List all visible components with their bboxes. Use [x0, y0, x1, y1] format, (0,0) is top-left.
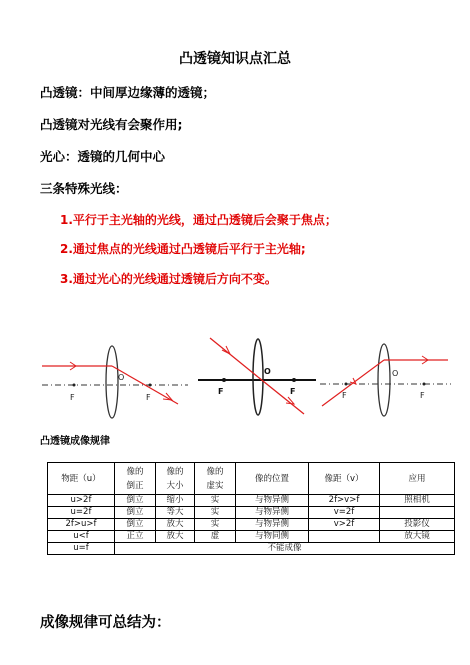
header-cell: 像的 大小 [156, 463, 195, 495]
table-cell: 放大 [156, 519, 195, 531]
table-row [48, 519, 455, 531]
focus-label-left: F [70, 393, 75, 402]
header-cell: 像距（v） [309, 463, 380, 495]
table-cell: u=2f [48, 507, 115, 519]
table-cell: 实 [195, 507, 236, 519]
table-cell: 实 [195, 519, 236, 531]
focus-point [222, 378, 226, 382]
table-cell [380, 507, 455, 519]
table-cell: v=2f [309, 507, 380, 519]
table-cell: 虚 [195, 531, 236, 543]
focus-point [149, 384, 152, 387]
table-header-row [48, 463, 455, 495]
center-label: O [392, 369, 399, 378]
header-cell: 应用 [380, 463, 455, 495]
table-cell: 照相机 [380, 495, 455, 507]
focus-point [73, 384, 76, 387]
definition-convex-lens: 凸透镜：中间厚边缘薄的透镜； [40, 85, 216, 100]
focus-label-left: F [342, 391, 347, 400]
table-cell: 正立 [115, 531, 156, 543]
imaging-rules-table [47, 462, 455, 555]
header-cell: 物距（u） [48, 463, 115, 495]
table-row [48, 531, 455, 543]
ray-diagram-focus [196, 332, 318, 427]
table-cell: 等大 [156, 507, 195, 519]
table-cell: 放大 [156, 531, 195, 543]
rule-2: 2.通过焦点的光线通过凸透镜后平行于主光轴; [60, 242, 306, 256]
table-cell [309, 531, 380, 543]
table-cell: 2f>v>f [309, 495, 380, 507]
table-caption: 凸透镜成像规律 [40, 436, 110, 447]
header-cell: 像的位置 [236, 463, 309, 495]
focus-point [423, 383, 426, 386]
table-row [48, 543, 455, 555]
table-cell: 与物异侧 [236, 519, 309, 531]
page-title: 凸透镜知识点汇总 [179, 51, 291, 67]
summary-heading: 成像规律可总结为： [40, 615, 171, 631]
table-cell: u>2f [48, 495, 115, 507]
table-cell: 2f>u>f [48, 519, 115, 531]
focus-label-right: F [290, 387, 296, 396]
rule-3: 3.通过光心的光线通过透镜后方向不变。 [60, 272, 277, 286]
focus-point [292, 378, 296, 382]
table-cell: 与物异侧 [236, 495, 309, 507]
ray-diagram-parallel [40, 330, 190, 425]
table-cell: 与物同侧 [236, 531, 309, 543]
table-cell: 放大镜 [380, 531, 455, 543]
focus-label-right: F [420, 391, 425, 400]
special-rays-heading: 三条特殊光线： [40, 181, 128, 196]
table-cell: 与物异侧 [236, 507, 309, 519]
table-cell: 倒立 [115, 519, 156, 531]
table-cell: 倒立 [115, 507, 156, 519]
optical-center: 光心：透镜的几何中心 [40, 149, 166, 164]
table-cell: 缩小 [156, 495, 195, 507]
lens [378, 344, 390, 416]
center-label: O [118, 373, 125, 382]
table-row [48, 507, 455, 519]
center-label: O [264, 367, 271, 376]
lens [106, 346, 118, 418]
focus-label-left: F [218, 387, 224, 396]
table-cell: u<f [48, 531, 115, 543]
focus-point [345, 383, 348, 386]
focus-label-right: F [146, 393, 151, 402]
header-cell: 像的 虚实 [195, 463, 236, 495]
header-cell: 像的 倒正 [115, 463, 156, 495]
table-cell: u=f [48, 543, 115, 555]
table-cell: 实 [195, 495, 236, 507]
table-row [48, 495, 455, 507]
rule-1: 1.平行于主光轴的光线，通过凸透镜后会聚于焦点； [60, 213, 337, 227]
table-cell: 投影仪 [380, 519, 455, 531]
table-cell-merged: 不能成像 [115, 543, 455, 555]
table-cell: 倒立 [115, 495, 156, 507]
converging-effect: 凸透镜对光线有会聚作用; [40, 117, 183, 132]
ray-diagram-center [318, 340, 453, 425]
table-cell: v>2f [309, 519, 380, 531]
